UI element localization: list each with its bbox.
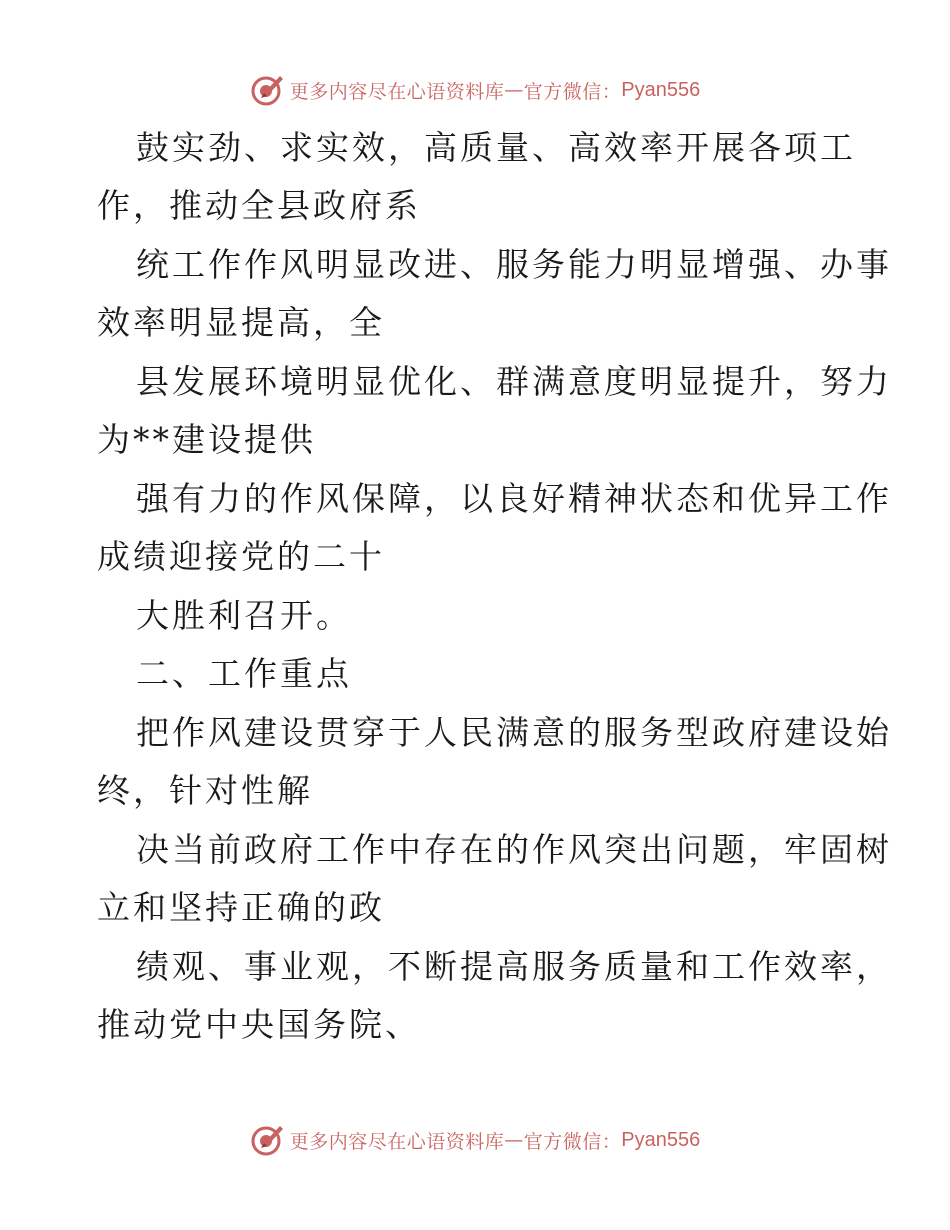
body-line: 成绩迎接党的二十 <box>97 537 385 576</box>
watermark-account-id: Pyan556 <box>621 1128 701 1151</box>
watermark-sub-text: 官方微信： <box>523 1130 622 1153</box>
watermark-dash: — <box>504 79 524 101</box>
section-heading: 二、工作重点 <box>136 654 352 693</box>
watermark-main-text: 更多内容尽在心语资料库 <box>289 80 505 103</box>
body-line: 立和坚持正确的政 <box>97 888 385 927</box>
watermark-account-id: Pyan556 <box>621 78 701 101</box>
body-line: 把作风建设贯穿于人民满意的服务型政府建设始 <box>136 713 892 752</box>
body-line: 决当前政府工作中存在的作风突出问题，牢固树 <box>136 830 892 869</box>
body-line: 推动党中央国务院、 <box>97 1005 421 1044</box>
footer-watermark <box>0 1120 950 1160</box>
body-line: 为**建设提供 <box>97 420 316 459</box>
body-line: 统工作作风明显改进、服务能力明显增强、办事 <box>136 245 892 284</box>
body-line: 强有力的作风保障，以良好精神状态和优异工作 <box>136 479 892 518</box>
body-line: 绩观、事业观，不断提高服务质量和工作效率， <box>136 947 892 986</box>
body-line: 终，针对性解 <box>97 771 313 810</box>
body-line: 作，推动全县政府系 <box>97 186 421 225</box>
body-line: 县发展环境明显优化、群满意度明显提升，努力 <box>136 362 892 401</box>
watermark-main-text: 更多内容尽在心语资料库 <box>289 1130 505 1153</box>
body-line: 大胜利召开。 <box>136 596 352 635</box>
watermark-dash: — <box>504 1129 524 1151</box>
body-line: 效率明显提高，全 <box>97 303 385 342</box>
logo-icon <box>250 1122 286 1158</box>
body-line: 鼓实劲、求实效，高质量、高效率开展各项工 <box>136 128 856 167</box>
watermark-sub-text: 官方微信： <box>523 80 622 103</box>
